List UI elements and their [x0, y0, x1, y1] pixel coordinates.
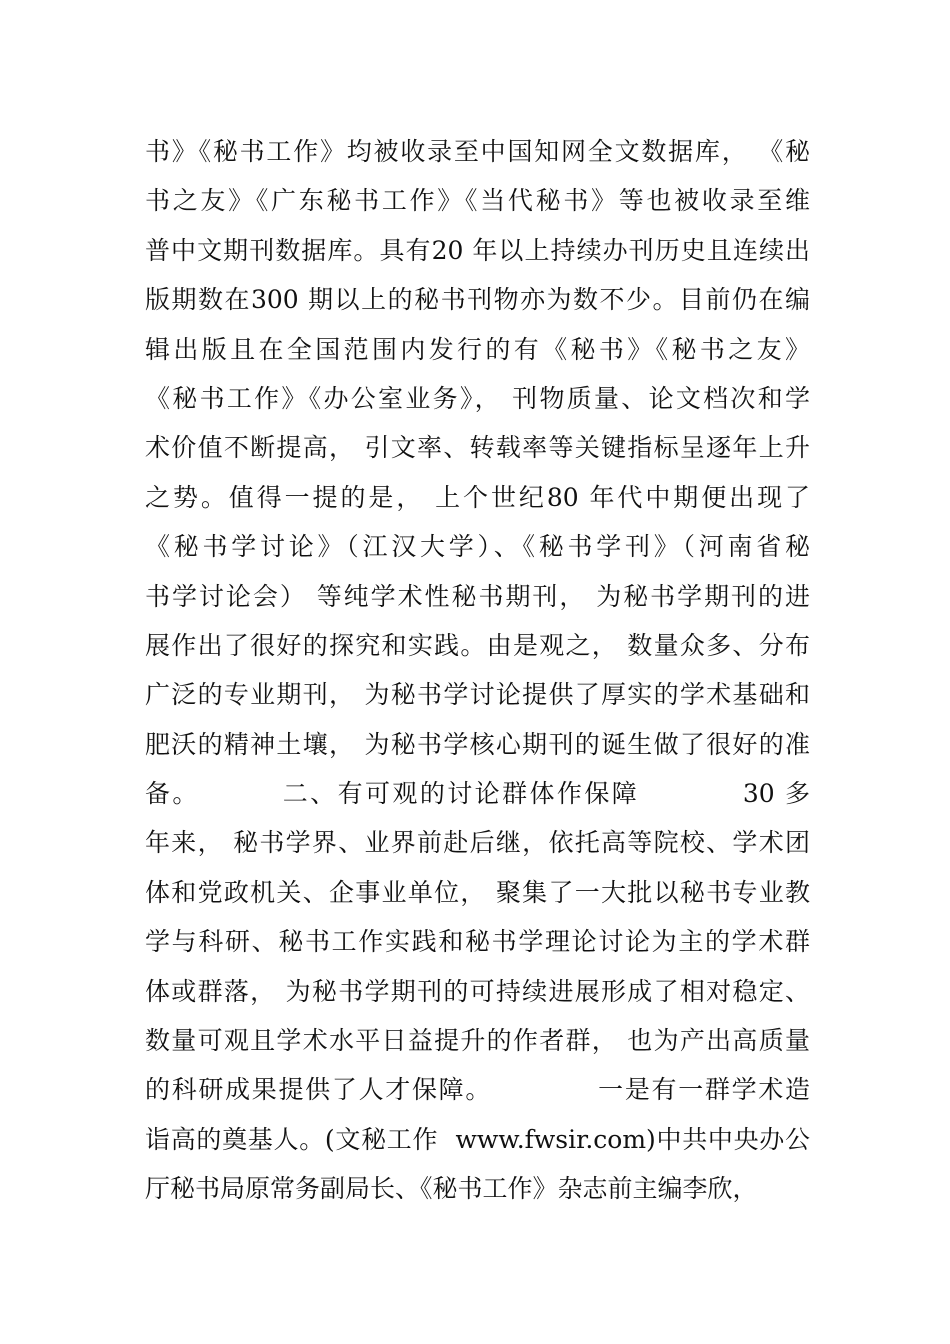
text-line: 版期数在300 期以上的秘书刊物亦为数不少。目前仍在编	[145, 285, 810, 315]
text-line: 普中文期刊数据库。具有20 年以上持续办刊历史且连续出	[145, 235, 810, 265]
text-line: 体和党政机关、企事业单位， 聚集了一大批以秘书专业教	[145, 877, 810, 907]
text-line: 诣高的奠基人。(文秘工作 www.fwsir.com)中共中央办公	[145, 1124, 810, 1154]
text-line: 年来， 秘书学界、业界前赴后继，依托高等院校、学术团	[145, 828, 810, 858]
text-line: 的科研成果提供了人才保障。 一是有一群学术造	[145, 1075, 810, 1105]
text-line: 术价值不断提高， 引文率、转载率等关键指标呈逐年上升	[145, 433, 810, 463]
text-line: 《秘书工作》《办公室业务》， 刊物质量、论文档次和学	[145, 383, 810, 413]
text-line: 备。 二、有可观的讨论群体作保障 30 多	[145, 779, 810, 809]
text-line: 数量可观且学术水平日益提升的作者群， 也为产出高质量	[145, 1026, 810, 1056]
body-text	[145, 127, 810, 1214]
text-line: 厅秘书局原常务副局长、《秘书工作》杂志前主编李欣，	[145, 1174, 758, 1204]
text-line: 书之友》《广东秘书工作》《当代秘书》等也被收录至维	[145, 186, 810, 216]
text-line: 辑出版且在全国范围内发行的有《秘书》《秘书之友》	[145, 334, 810, 364]
text-line: 广泛的专业期刊， 为秘书学讨论提供了厚实的学术基础和	[145, 680, 810, 710]
text-line: 之势。值得一提的是， 上个世纪80 年代中期便出现了	[145, 482, 810, 512]
text-line: 体或群落， 为秘书学期刊的可持续进展形成了相对稳定、	[145, 976, 810, 1006]
text-line: 肥沃的精神土壤， 为秘书学核心期刊的诞生做了很好的准	[145, 729, 810, 759]
text-line: 书学讨论会） 等纯学术性秘书期刊， 为秘书学期刊的进	[145, 581, 810, 611]
text-line: 学与科研、秘书工作实践和秘书学理论讨论为主的学术群	[145, 927, 810, 957]
text-line: 《秘书学讨论》（江汉大学）、《秘书学刊》（河南省秘	[145, 532, 810, 562]
text-line: 展作出了很好的探究和实践。由是观之， 数量众多、分布	[145, 630, 810, 660]
text-line: 书》《秘书工作》均被收录至中国知网全文数据库， 《秘	[145, 137, 810, 166]
